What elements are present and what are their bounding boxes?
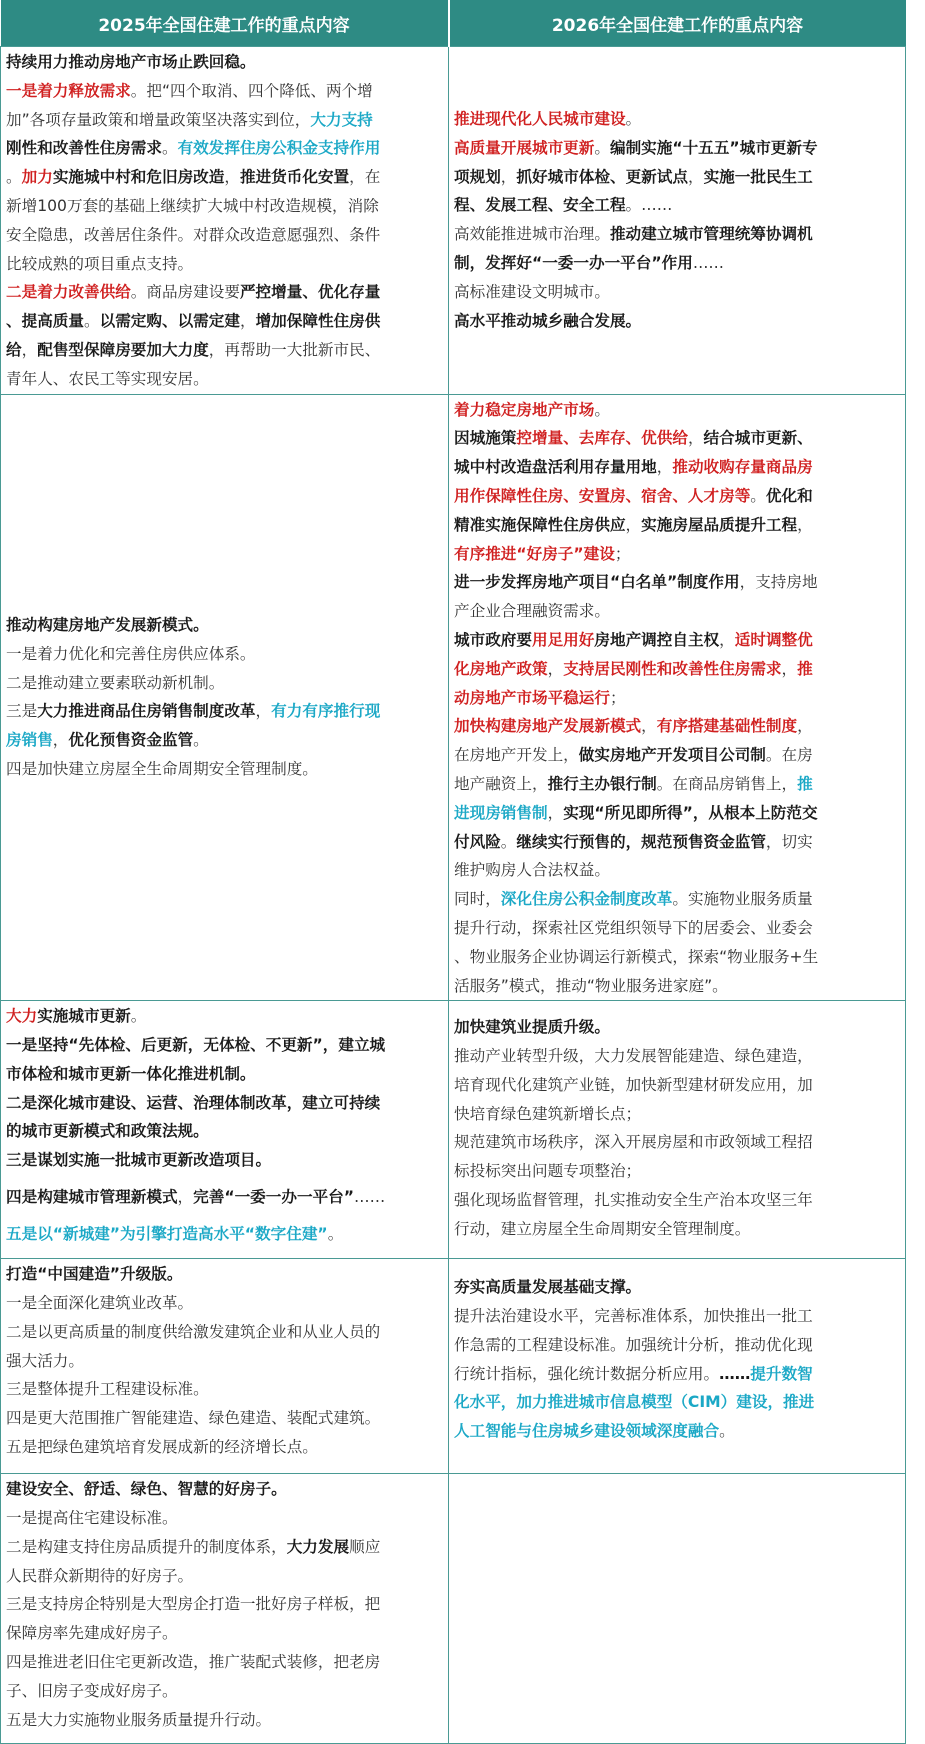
text-line — [6, 336, 445, 365]
body-text: 高标准建设文明城市。 — [454, 282, 610, 301]
text-line — [454, 511, 902, 540]
text-line — [454, 684, 902, 713]
text-line — [6, 192, 445, 221]
text-line — [454, 1157, 902, 1186]
text-line — [6, 1677, 445, 1706]
body-text: ， — [641, 717, 657, 736]
text-line — [6, 1648, 445, 1677]
text-line — [454, 712, 902, 741]
body-text: 四是加快建立房屋全生命周期安全管理制度。 — [6, 760, 318, 779]
text-line — [6, 1031, 445, 1060]
body-text: 。 — [130, 1007, 147, 1026]
red-highlight-text: 二是着力改善供给 — [6, 283, 131, 302]
text-line — [6, 48, 445, 77]
red-highlight-text: 加快构建房地产发展新模式 — [454, 717, 642, 736]
text-line — [454, 453, 902, 482]
body-text: 同时， — [454, 890, 501, 909]
body-text: ， — [21, 340, 38, 359]
text-line — [454, 972, 902, 1001]
text-line — [454, 540, 902, 569]
bold-text: 做实房地产开发项目公司制 — [578, 746, 766, 765]
body-text: 作急需的工程建设标准。加强统计分析，推动优化现 — [454, 1335, 813, 1354]
body-text: ， — [239, 312, 256, 331]
text-line — [6, 278, 445, 307]
body-text: 。商品房建设要 — [130, 283, 240, 302]
text-line — [454, 1128, 902, 1157]
text-line — [454, 828, 902, 857]
text-line — [454, 1013, 902, 1042]
body-text: …… — [354, 1188, 386, 1207]
body-text: 三是整体提升工程建设标准。 — [6, 1380, 209, 1399]
text-line — [454, 220, 902, 249]
bold-text: 增加保障性住房供 — [255, 312, 381, 331]
body-text: 比较成熟的项目重点支持。 — [6, 254, 194, 273]
text-line — [454, 1388, 902, 1417]
red-highlight-text: 化房地产政策 — [454, 659, 548, 678]
text-line — [454, 1273, 902, 1302]
bold-text: 制，发挥好“一委一办一平台”作用 — [454, 254, 693, 273]
bold-text: 城中村改造盘活利用存量用地 — [454, 458, 657, 477]
bold-text: 刚性和改善性住房需求 — [6, 139, 162, 158]
body-text: ， — [255, 702, 272, 721]
bold-text: 结合城市更新、 — [703, 429, 813, 448]
text-line — [454, 597, 902, 626]
text-line — [6, 163, 445, 192]
body-text: 二是以更高质量的制度供给激发建筑企业和从业人员的 — [6, 1322, 381, 1341]
bold-text: 市体检和城市更新一体化推进机制。 — [6, 1064, 256, 1083]
table-row — [1, 47, 906, 395]
text-line — [454, 249, 902, 278]
body-text: ，在 — [349, 168, 381, 187]
teal-highlight-text: 大力支持 — [310, 110, 373, 129]
red-highlight-text: 适时调整优 — [734, 630, 813, 649]
body-text: 。 — [83, 312, 100, 331]
text-line — [454, 396, 902, 425]
bold-text: 大力发展 — [286, 1537, 350, 1556]
bold-text: 实施城中村和危旧房改造 — [52, 168, 225, 187]
text-line — [6, 1146, 445, 1175]
text-line — [6, 1002, 445, 1031]
body-text: 四是推进老旧住宅更新改造，推广装配式装修，把老房 — [6, 1653, 381, 1672]
text-line — [6, 1590, 445, 1619]
body-text: 提升法治建设水平，完善标准体系，加快推出一批工 — [454, 1307, 813, 1326]
red-highlight-text: 大力 — [6, 1007, 38, 1026]
body-text: 。把“四个取消、四个降低、两个增 — [130, 81, 373, 100]
text-line — [454, 1042, 902, 1071]
body-text: 活服务”模式，推动“物业服务进家庭”。 — [454, 976, 728, 995]
body-text: 二是推动建立要素联动新机制。 — [6, 673, 225, 692]
body-text: 顺应 — [349, 1537, 381, 1556]
body-text: 五是把绿色建筑培育发展成新的经济增长点。 — [6, 1438, 318, 1457]
body-text: 三是 — [6, 702, 38, 721]
body-text: 培育现代化建筑产业链，加快新型建材研发应用，加 — [454, 1075, 813, 1094]
text-line — [454, 799, 902, 828]
body-text: 新增100万套的基础上继续扩大城中村改造规模，消除 — [6, 196, 379, 215]
cell-2026 — [449, 1259, 906, 1474]
body-text: ， — [177, 1188, 194, 1207]
body-text: ， — [687, 429, 704, 448]
teal-highlight-text: 化水平，加力推进城市信息模型（CIM）建设，推进 — [454, 1393, 815, 1412]
body-text: ， — [625, 515, 642, 534]
body-text: 一是全面深化建筑业改革。 — [6, 1294, 194, 1313]
body-text: 一是着力优化和完善住房供应体系。 — [6, 644, 256, 663]
body-text: 。 — [594, 138, 610, 157]
text-line — [6, 1060, 445, 1089]
body-text: 强大活力。 — [6, 1351, 84, 1370]
body-text: 强化现场监督管理，扎实推动安全生产治本攻坚三年 — [454, 1191, 813, 1210]
body-text: 推动产业转型升级，大力发展智能建造、绿色建造， — [454, 1047, 813, 1066]
bold-text: 实施城市更新 — [37, 1007, 131, 1026]
header-2026: 2026年全国住建工作的重点内容 — [449, 0, 906, 47]
paragraph-gap — [6, 1212, 445, 1220]
bold-text: 打造“中国建造”升级版。 — [6, 1265, 183, 1284]
body-text: ， — [719, 630, 735, 649]
bold-text: 严控增量、优化存量 — [239, 283, 381, 302]
body-text: ， — [547, 803, 564, 822]
table-row — [1, 1474, 906, 1744]
bold-text: 三是谋划实施一批城市更新改造项目。 — [6, 1151, 272, 1170]
body-text: 提升行动，探索社区党组织领导下的居委会、业委会 — [454, 918, 813, 937]
body-text: 二是构建支持住房品质提升的制度体系， — [6, 1537, 287, 1556]
body-text: ， — [797, 515, 813, 534]
text-line — [454, 1360, 902, 1389]
bold-text: 程、发展工程、安全工程 — [454, 196, 626, 215]
text-line — [6, 1619, 445, 1648]
bold-text: 高水平推动城乡融合发展。 — [454, 311, 642, 330]
text-line — [454, 626, 902, 655]
bold-text: 推进货币化安置 — [239, 168, 350, 187]
teal-highlight-text: 深化住房公积金制度改革 — [500, 890, 673, 909]
text-line — [6, 1089, 445, 1118]
body-text: 五是大力实施物业服务质量提升行动。 — [6, 1710, 272, 1729]
body-text: 。…… — [625, 196, 673, 215]
table-row — [1, 1001, 906, 1259]
text-line — [454, 1186, 902, 1215]
body-text: 产企业合理融资需求。 — [454, 602, 610, 621]
bold-text: 实施一批民生工 — [703, 167, 813, 186]
body-text: 加”各项存量政策和增量政策坚决落实到位， — [6, 110, 311, 129]
bold-text: 四是构建城市管理新模式 — [6, 1188, 178, 1207]
red-highlight-text: 控增量、去库存、优供给 — [516, 429, 688, 448]
cell-2025 — [1, 1259, 449, 1474]
text-line — [454, 943, 902, 972]
bold-text: 房地产调控自主权 — [594, 630, 720, 649]
body-text: 人民群众新期待的好房子。 — [6, 1566, 194, 1585]
text-line — [454, 1100, 902, 1129]
body-text: 快培育绿色建筑新增长点； — [454, 1104, 642, 1123]
body-text: 三是支持房企特别是大型房企打造一批好房子样板，把 — [6, 1595, 381, 1614]
text-line — [6, 1433, 445, 1462]
body-text: ， — [500, 167, 517, 186]
body-text: 地产融资上， — [454, 774, 548, 793]
text-line — [454, 278, 902, 307]
red-highlight-text: 推 — [797, 659, 813, 678]
cell-2026 — [449, 1001, 906, 1259]
cell-2026 — [449, 47, 906, 395]
bold-text: 给 — [6, 340, 22, 359]
body-text: ，再帮助一大批新市民、 — [208, 340, 381, 359]
body-text: 。 — [594, 400, 610, 419]
text-line — [6, 365, 445, 394]
text-line — [6, 250, 445, 279]
bold-text: 推行主办银行制 — [547, 774, 657, 793]
bold-text: 二是深化城市建设、运营、治理体制改革，建立可持续 — [6, 1093, 381, 1112]
body-text: 标投标突出问题专项整治； — [454, 1162, 642, 1181]
body-text: 青年人、农民工等实现安居。 — [6, 369, 209, 388]
text-line — [6, 1562, 445, 1591]
text-line — [454, 1331, 902, 1360]
bold-text: 优化和 — [765, 486, 813, 505]
text-line — [6, 1117, 445, 1146]
text-line — [6, 1260, 445, 1289]
text-line — [6, 1318, 445, 1347]
text-line — [454, 307, 902, 336]
bold-text: 项规划 — [454, 167, 501, 186]
bold-text: 实施房屋品质提升工程 — [641, 515, 798, 534]
body-text: 行统计指标，强化统计数据分析应用。 — [454, 1364, 720, 1383]
text-line — [6, 1533, 445, 1562]
body-text: ； — [609, 688, 626, 707]
red-highlight-text: 一是着力释放需求 — [6, 81, 131, 100]
header-2025: 2025年全国住建工作的重点内容 — [1, 0, 449, 47]
body-text: 。在商品房销售上， — [656, 774, 798, 793]
paragraph-gap — [6, 1175, 445, 1183]
bold-text: 编制实施“十五五”城市更新专 — [609, 138, 818, 157]
body-text: 。 — [625, 110, 642, 129]
body-text: 。 — [719, 1422, 735, 1441]
text-line — [454, 568, 902, 597]
body-text: 子、旧房子变成好房子。 — [6, 1681, 178, 1700]
bold-text: 城市政府要 — [454, 630, 532, 649]
body-text: 高效能推进城市治理。 — [454, 225, 610, 244]
text-line — [6, 669, 445, 698]
cell-2026 — [449, 1474, 906, 1744]
text-line — [6, 755, 445, 784]
text-line — [454, 191, 902, 220]
cell-2025 — [1, 394, 449, 1001]
cell-2025 — [1, 47, 449, 395]
body-text: 。 — [161, 139, 178, 158]
red-highlight-text: 有序推进“好房子”建设 — [454, 544, 615, 563]
text-line — [454, 1215, 902, 1244]
cell-2025 — [1, 1474, 449, 1744]
bold-text: 一是坚持“先体检、后更新，无体检、不更新”，建立城 — [6, 1036, 386, 1055]
table-row — [1, 394, 906, 1001]
text-line — [6, 611, 445, 640]
red-highlight-text: 加力 — [21, 168, 53, 187]
bold-text: 继续实行预售的，规范预售资金监管 — [516, 832, 766, 851]
body-text: 。 — [327, 1224, 344, 1243]
body-text: 。 — [6, 168, 22, 187]
bold-text: 实现“所见即所得”，从根本上防范交 — [563, 803, 818, 822]
text-line — [6, 640, 445, 669]
body-text: ， — [687, 167, 704, 186]
red-highlight-text: 用足用好 — [531, 630, 595, 649]
bold-text: 持续用力推动房地产市场止跌回稳。 — [6, 53, 256, 71]
bold-text: 的城市更新模式和政策法规。 — [6, 1122, 209, 1141]
teal-highlight-text: 人工智能与住房城乡建设领域深度融合 — [454, 1422, 720, 1441]
text-line — [6, 1706, 445, 1735]
body-text: 安全隐患，改善居住条件。对群众改造意愿强烈、条件 — [6, 225, 381, 244]
text-line — [454, 914, 902, 943]
bold-text: 优化预售资金监管 — [68, 731, 194, 750]
bold-text: 大力推进商品住房销售制度改革 — [37, 702, 256, 721]
text-line — [6, 1404, 445, 1433]
red-highlight-text: 推动收购存量商品房 — [672, 458, 813, 477]
bold-text: 付风险 — [454, 832, 501, 851]
red-highlight-text: 动房地产市场平稳运行 — [454, 688, 610, 707]
text-line — [6, 77, 445, 106]
text-line — [6, 1504, 445, 1533]
text-line — [6, 697, 445, 726]
body-text: 规范建筑市场秩序，深入开展房屋和市政领域工程招 — [454, 1133, 813, 1152]
text-line — [6, 1289, 445, 1318]
body-text: 。 — [500, 832, 517, 851]
red-highlight-text: 有序搭建基础性制度 — [656, 717, 798, 736]
text-line — [454, 741, 902, 770]
bold-text: …… — [719, 1364, 751, 1383]
body-text: 维护购房人合法权益。 — [454, 861, 610, 880]
table-header-row — [1, 0, 906, 47]
bold-text: 、提高质量 — [6, 312, 84, 331]
text-line — [454, 856, 902, 885]
body-text: ，支持房地 — [739, 573, 818, 592]
red-highlight-text: 高质量开展城市更新 — [454, 138, 595, 157]
text-line — [454, 770, 902, 799]
body-text: 。 — [750, 486, 766, 505]
text-line — [6, 726, 445, 755]
text-line — [454, 655, 902, 684]
bold-text: 建设安全、舒适、绿色、智慧的好房子。 — [6, 1480, 287, 1499]
teal-highlight-text: 房销售 — [6, 731, 53, 750]
teal-highlight-text: 推 — [797, 774, 813, 793]
bold-text: 推动建立城市管理统筹协调机 — [609, 225, 813, 244]
text-line — [6, 106, 445, 135]
teal-highlight-text: 进现房销售制 — [454, 803, 548, 822]
teal-highlight-text: 提升数智 — [750, 1364, 813, 1383]
text-line — [454, 163, 902, 192]
body-text: ， — [797, 717, 813, 736]
bold-text: 因城施策 — [454, 429, 517, 448]
text-line — [454, 105, 902, 134]
text-line — [6, 1375, 445, 1404]
bold-text: 加快建筑业提质升级。 — [454, 1018, 610, 1037]
body-text: …… — [692, 254, 724, 273]
body-text: 。 — [193, 731, 209, 750]
body-text: 行动，建立房屋全生命周期安全管理制度。 — [454, 1219, 751, 1238]
red-highlight-text: 用作保障性住房、安置房、宿舍、人才房等 — [454, 486, 751, 505]
text-line — [454, 134, 902, 163]
body-text: ， — [656, 458, 673, 477]
text-line — [6, 134, 445, 163]
teal-highlight-text: 有效发挥住房公积金支持作用 — [177, 139, 381, 158]
cell-2026 — [449, 394, 906, 1001]
teal-highlight-text: 有力有序推行现 — [271, 702, 381, 721]
bold-text: 以需定购、以需定建 — [99, 312, 240, 331]
body-text: 一是提高住宅建设标准。 — [6, 1509, 178, 1528]
red-highlight-text: 支持居民刚性和改善性住房需求 — [563, 659, 782, 678]
text-line — [6, 1220, 445, 1249]
body-text: 。实施物业服务质量 — [672, 890, 813, 909]
text-line — [6, 1475, 445, 1504]
body-text: ， — [781, 659, 798, 678]
text-line — [454, 1302, 902, 1331]
body-text: 四是更大范围推广智能建造、绿色建造、装配式建筑。 — [6, 1409, 381, 1428]
body-text: ， — [547, 659, 564, 678]
red-highlight-text: 推进现代化人民城市建设 — [454, 110, 626, 129]
text-line — [454, 482, 902, 511]
body-text: ， — [224, 168, 240, 187]
body-text: 、物业服务企业协调运行新模式，探索“物业服务+生 — [454, 947, 819, 966]
body-text: 。在房 — [765, 746, 813, 765]
text-line — [6, 307, 445, 336]
text-line — [454, 885, 902, 914]
red-highlight-text: 着力稳定房地产市场 — [454, 400, 595, 419]
body-text: 保障房率先建成好房子。 — [6, 1624, 178, 1643]
text-line — [454, 424, 902, 453]
cell-2025 — [1, 1001, 449, 1259]
body-text: 在房地产开发上， — [454, 746, 579, 765]
bold-text: 进一步发挥房地产项目“白名单”制度作用 — [454, 573, 740, 592]
text-line — [6, 1347, 445, 1376]
teal-highlight-text: 五是以“新城建”为引擎打造高水平“数字住建” — [6, 1224, 328, 1243]
bold-text: 精准实施保障性住房供应 — [454, 515, 626, 534]
bold-text: 完善“一委一办一平台” — [193, 1188, 354, 1207]
text-line — [6, 221, 445, 250]
bold-text: 推动构建房地产发展新模式。 — [6, 616, 209, 635]
bold-text: 夯实高质量发展基础支撑。 — [454, 1278, 642, 1297]
body-text: ，切实 — [765, 832, 813, 851]
text-line — [454, 1071, 902, 1100]
bold-text: 配售型保障房要加大力度 — [37, 340, 209, 359]
body-text: ； — [614, 544, 631, 563]
table-row — [1, 1259, 906, 1474]
text-line — [454, 1417, 902, 1446]
text-line — [6, 1183, 445, 1212]
bold-text: 抓好城市体检、更新试点 — [516, 167, 688, 186]
body-text: ， — [52, 731, 69, 750]
